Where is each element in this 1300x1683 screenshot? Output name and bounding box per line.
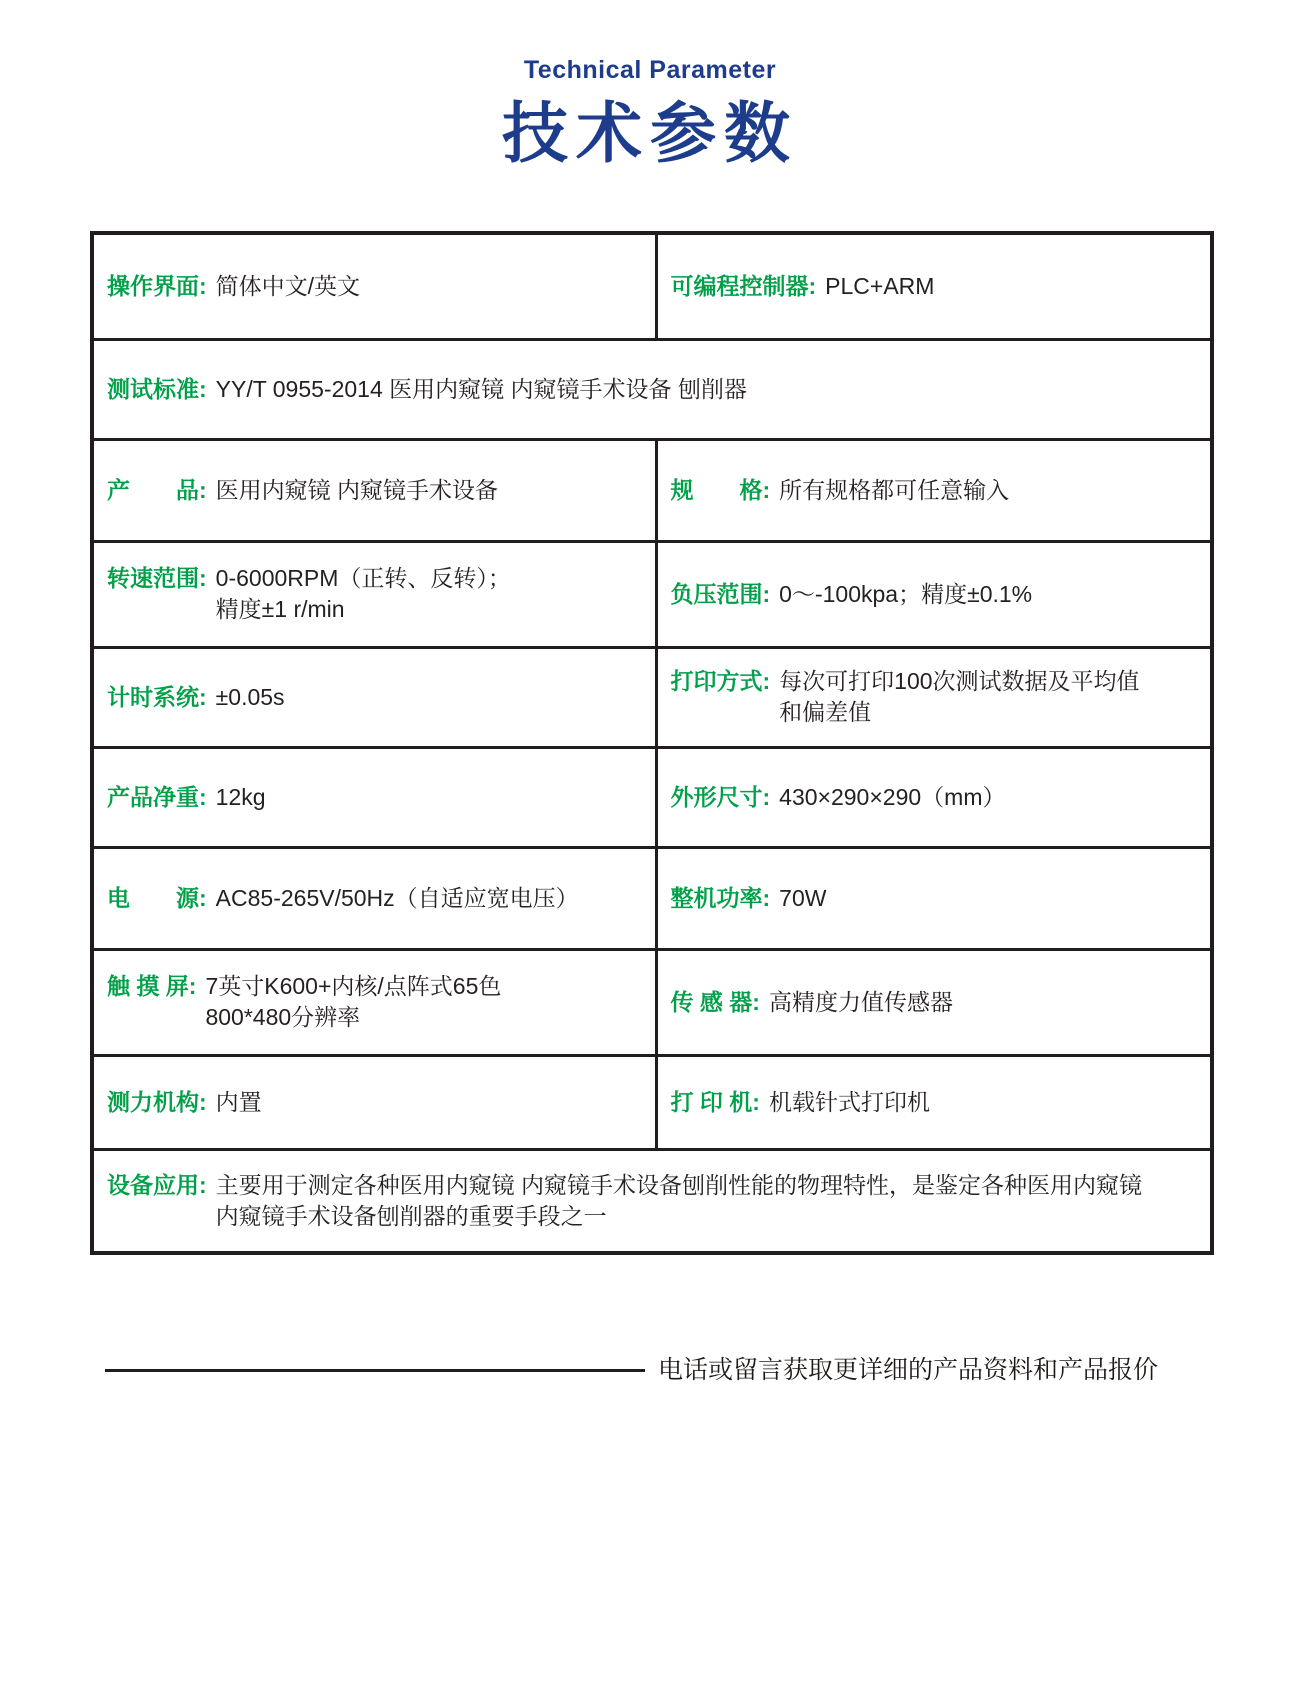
spec-cell [92, 647, 656, 747]
spec-label: 传 感 器: [670, 988, 760, 1015]
table-row [92, 233, 1212, 339]
page-header [0, 0, 1300, 169]
spec-label: 转速范围: [107, 565, 207, 592]
spec-value: 医用内窥镜 内窥镜手术设备 [215, 476, 499, 503]
spec-cell [656, 541, 1212, 647]
spec-value: 内置 [215, 1088, 262, 1115]
spec-table [90, 231, 1214, 1255]
spec-cell [92, 949, 656, 1055]
spec-cell [656, 847, 1212, 949]
spec-value: 每次可打印100次测试数据及平均值 和偏差值 [779, 668, 1140, 726]
table-row [92, 747, 1212, 847]
table-row [92, 647, 1212, 747]
spec-label: 外形尺寸: [670, 783, 771, 810]
spec-label: 产品净重: [107, 783, 207, 810]
page-title: 技术参数 [502, 95, 798, 170]
table-row [92, 847, 1212, 949]
spec-label: 打印方式: [670, 668, 771, 695]
spec-value: 7英寸K600+内核/点阵式65色 800*480分辨率 [205, 973, 502, 1031]
spec-cell [92, 1149, 1212, 1253]
spec-cell [92, 233, 656, 339]
spec-cell [656, 949, 1212, 1055]
spec-cell [92, 847, 656, 949]
table-row [92, 949, 1212, 1055]
page-subtitle-en: Technical Parameter [523, 56, 777, 84]
spec-label: 计时系统: [107, 683, 207, 710]
spec-value: 所有规格都可任意输入 [779, 476, 1010, 503]
spec-label: 测力机构: [107, 1088, 207, 1115]
spec-cell [92, 339, 1212, 439]
spec-cell [92, 1055, 656, 1149]
spec-value: 0～-100kpa；精度±0.1% [779, 580, 1033, 607]
spec-value: 70W [779, 884, 827, 911]
contact-note: 电话或留言获取更详细的产品资料和产品报价 [658, 1356, 1159, 1385]
spec-value: 0-6000RPM（正转、反转）； 精度±1 r/min [215, 565, 511, 623]
table-row [92, 339, 1212, 439]
spec-cell [656, 1055, 1212, 1149]
spec-label: 测试标准: [107, 375, 207, 402]
spec-value: 12kg [215, 783, 266, 810]
spec-label: 操作界面: [107, 272, 207, 299]
footer [105, 1355, 1300, 1385]
spec-cell [92, 747, 656, 847]
spec-value: 高精度力值传感器 [768, 988, 953, 1015]
spec-label: 打 印 机: [670, 1088, 760, 1115]
spec-label: 负压范围: [670, 580, 771, 607]
spec-cell [656, 233, 1212, 339]
table-row [92, 1055, 1212, 1149]
spec-value: YY/T 0955-2014 医用内窥镜 内窥镜手术设备 刨削器 [215, 375, 747, 402]
spec-label: 设备应用: [107, 1171, 207, 1198]
spec-value: 430×290×290（mm） [779, 783, 1006, 810]
spec-cell [656, 747, 1212, 847]
spec-value: 简体中文/英文 [215, 272, 361, 299]
spec-label: 触 摸 屏: [107, 973, 197, 1000]
spec-label: 规 格: [670, 476, 771, 503]
table-row [92, 541, 1212, 647]
spec-cell [656, 439, 1212, 541]
table-row [92, 1149, 1212, 1253]
spec-cell [92, 541, 656, 647]
divider-line [105, 1369, 645, 1372]
spec-value: ±0.05s [215, 683, 285, 710]
spec-value: 机载针式打印机 [768, 1088, 930, 1115]
spec-value: PLC+ARM [825, 272, 935, 299]
table-row [92, 439, 1212, 541]
spec-value: 主要用于测定各种医用内窥镜 内窥镜手术设备刨削性能的物理特性，是鉴定各种医用内窥镜 内窥镜手术设备刨削器的重要手段之一 [215, 1171, 1143, 1229]
spec-value: AC85-265V/50Hz（自适应宽电压） [215, 884, 579, 911]
spec-cell [92, 439, 656, 541]
spec-label: 电 源: [107, 884, 207, 911]
spec-cell [656, 647, 1212, 747]
spec-label: 产 品: [107, 476, 207, 503]
spec-label: 可编程控制器: [670, 272, 817, 299]
spec-label: 整机功率: [670, 884, 771, 911]
